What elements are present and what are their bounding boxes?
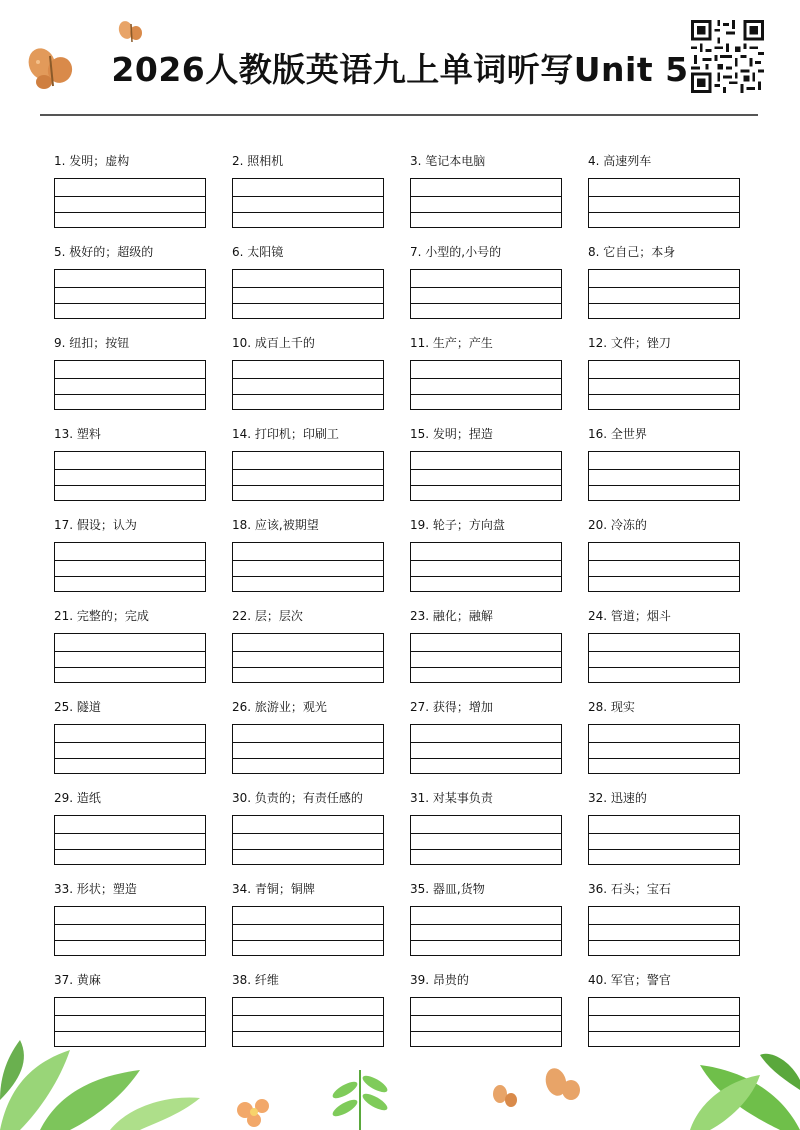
answer-box[interactable] [54, 542, 206, 592]
dictation-item [410, 336, 570, 416]
dictation-item [54, 609, 214, 689]
answer-line [55, 651, 205, 652]
dictation-item [54, 882, 214, 962]
dictation-item [588, 518, 748, 598]
item-label: 30. 负责的；有责任感的 [232, 791, 363, 805]
answer-box[interactable] [54, 906, 206, 956]
item-label: 39. 昂贵的 [410, 973, 469, 987]
dictation-item [54, 336, 214, 416]
answer-line [233, 485, 383, 486]
answer-line [233, 849, 383, 850]
item-label: 38. 纤维 [232, 973, 279, 987]
answer-box[interactable] [232, 360, 384, 410]
answer-line [233, 742, 383, 743]
answer-line [411, 758, 561, 759]
answer-line [411, 196, 561, 197]
answer-line [55, 849, 205, 850]
dictation-item [54, 427, 214, 507]
dictation-item [588, 700, 748, 780]
dictation-item [588, 336, 748, 416]
answer-line [55, 485, 205, 486]
answer-box[interactable] [54, 269, 206, 319]
dictation-item [410, 882, 570, 962]
answer-box[interactable] [54, 724, 206, 774]
dictation-item [232, 882, 392, 962]
answer-line [411, 469, 561, 470]
dictation-item [410, 609, 570, 689]
dictation-item [232, 791, 392, 871]
answer-line [411, 924, 561, 925]
item-label: 4. 高速列车 [588, 154, 652, 168]
answer-box[interactable] [410, 178, 562, 228]
answer-box[interactable] [410, 269, 562, 319]
answer-box[interactable] [54, 815, 206, 865]
answer-line [55, 469, 205, 470]
answer-line [589, 667, 739, 668]
item-label: 8. 它自己；本身 [588, 245, 676, 259]
item-label: 32. 迅速的 [588, 791, 647, 805]
item-label: 21. 完整的；完成 [54, 609, 149, 623]
answer-line [411, 742, 561, 743]
answer-box[interactable] [410, 633, 562, 683]
answer-box[interactable] [54, 178, 206, 228]
answer-line [233, 560, 383, 561]
answer-line [411, 667, 561, 668]
answer-box[interactable] [54, 451, 206, 501]
dictation-item [54, 518, 214, 598]
answer-line [411, 394, 561, 395]
answer-line [589, 560, 739, 561]
item-label: 35. 器皿,货物 [410, 882, 485, 896]
answer-line [589, 303, 739, 304]
item-label: 34. 青铜；铜牌 [232, 882, 315, 896]
answer-line [55, 212, 205, 213]
item-label: 29. 造纸 [54, 791, 101, 805]
answer-line [55, 394, 205, 395]
item-label: 22. 层；层次 [232, 609, 303, 623]
dictation-item [588, 245, 748, 325]
answer-line [55, 924, 205, 925]
answer-line [589, 196, 739, 197]
answer-line [411, 287, 561, 288]
item-label: 6. 太阳镜 [232, 245, 284, 259]
answer-line [233, 924, 383, 925]
answer-line [411, 378, 561, 379]
answer-line [589, 469, 739, 470]
answer-line [411, 576, 561, 577]
answer-box[interactable] [588, 269, 740, 319]
item-label: 15. 发明；捏造 [410, 427, 493, 441]
answer-box[interactable] [410, 451, 562, 501]
answer-line [233, 303, 383, 304]
item-label: 40. 军官；警官 [588, 973, 671, 987]
item-label: 26. 旅游业；观光 [232, 700, 327, 714]
answer-line [589, 849, 739, 850]
answer-box[interactable] [410, 542, 562, 592]
dictation-item [410, 154, 570, 234]
answer-box[interactable] [232, 451, 384, 501]
answer-line [55, 1015, 205, 1016]
item-label: 27. 获得；增加 [410, 700, 493, 714]
answer-line [233, 378, 383, 379]
dictation-item [410, 518, 570, 598]
answer-line [589, 378, 739, 379]
answer-line [589, 212, 739, 213]
answer-line [233, 469, 383, 470]
answer-line [55, 560, 205, 561]
answer-line [233, 287, 383, 288]
answer-line [411, 1015, 561, 1016]
item-label: 24. 管道；烟斗 [588, 609, 671, 623]
answer-line [55, 303, 205, 304]
item-label: 5. 极好的；超级的 [54, 245, 154, 259]
answer-line [233, 394, 383, 395]
answer-box[interactable] [588, 542, 740, 592]
item-label: 37. 黄麻 [54, 973, 101, 987]
item-label: 33. 形状；塑造 [54, 882, 137, 896]
answer-line [589, 394, 739, 395]
item-label: 3. 笔记本电脑 [410, 154, 486, 168]
answer-line [589, 758, 739, 759]
answer-box[interactable] [588, 178, 740, 228]
dictation-item [588, 791, 748, 871]
answer-box[interactable] [232, 633, 384, 683]
answer-line [55, 667, 205, 668]
answer-line [589, 1015, 739, 1016]
dictation-item [54, 791, 214, 871]
answer-box[interactable] [588, 815, 740, 865]
answer-line [55, 378, 205, 379]
dictation-item [232, 700, 392, 780]
answer-line [233, 1015, 383, 1016]
answer-box[interactable] [588, 451, 740, 501]
answer-box[interactable] [588, 360, 740, 410]
foliage-decoration [0, 1020, 800, 1130]
answer-box[interactable] [54, 360, 206, 410]
answer-line [55, 576, 205, 577]
answer-line [233, 940, 383, 941]
dictation-item [232, 336, 392, 416]
item-label: 16. 全世界 [588, 427, 647, 441]
item-label: 31. 对某事负责 [410, 791, 493, 805]
item-label: 18. 应该,被期望 [232, 518, 319, 532]
answer-line [233, 833, 383, 834]
answer-line [589, 576, 739, 577]
answer-line [233, 651, 383, 652]
answer-line [411, 485, 561, 486]
dictation-item [54, 245, 214, 325]
answer-line [411, 849, 561, 850]
answer-line [411, 651, 561, 652]
answer-box[interactable] [232, 178, 384, 228]
answer-line [589, 833, 739, 834]
answer-line [589, 742, 739, 743]
answer-box[interactable] [588, 906, 740, 956]
dictation-item [410, 427, 570, 507]
answer-line [589, 924, 739, 925]
answer-box[interactable] [588, 724, 740, 774]
item-label: 25. 隧道 [54, 700, 101, 714]
answer-box[interactable] [410, 360, 562, 410]
answer-line [589, 651, 739, 652]
answer-box[interactable] [232, 542, 384, 592]
answer-box[interactable] [410, 724, 562, 774]
dictation-item [588, 882, 748, 962]
answer-box[interactable] [410, 815, 562, 865]
dictation-item [232, 518, 392, 598]
item-label: 14. 打印机；印刷工 [232, 427, 339, 441]
answer-line [55, 758, 205, 759]
answer-box[interactable] [232, 724, 384, 774]
dictation-item [232, 609, 392, 689]
item-label: 19. 轮子；方向盘 [410, 518, 505, 532]
answer-line [589, 485, 739, 486]
dictation-item [410, 245, 570, 325]
answer-box[interactable] [232, 815, 384, 865]
page-title: 2026人教版英语九上单词听写Unit 5 [111, 50, 689, 89]
answer-line [411, 212, 561, 213]
dictation-item [410, 791, 570, 871]
answer-box[interactable] [410, 906, 562, 956]
item-label: 11. 生产；产生 [410, 336, 493, 350]
answer-line [55, 742, 205, 743]
answer-line [55, 940, 205, 941]
answer-line [411, 303, 561, 304]
answer-line [55, 196, 205, 197]
item-label: 17. 假设；认为 [54, 518, 137, 532]
dictation-item [54, 154, 214, 234]
answer-box[interactable] [54, 633, 206, 683]
item-label: 28. 现实 [588, 700, 635, 714]
dictation-item [588, 154, 748, 234]
answer-box[interactable] [588, 633, 740, 683]
answer-box[interactable] [232, 269, 384, 319]
item-label: 1. 发明；虚构 [54, 154, 130, 168]
item-label: 23. 融化；融解 [410, 609, 493, 623]
answer-line [55, 287, 205, 288]
dictation-item [588, 609, 748, 689]
dictation-item [232, 427, 392, 507]
answer-line [411, 560, 561, 561]
answer-line [411, 833, 561, 834]
dictation-item [232, 154, 392, 234]
item-label: 7. 小型的,小号的 [410, 245, 502, 259]
answer-box[interactable] [232, 906, 384, 956]
answer-line [233, 576, 383, 577]
item-label: 2. 照相机 [232, 154, 284, 168]
item-label: 13. 塑料 [54, 427, 101, 441]
dictation-item [410, 700, 570, 780]
answer-line [411, 940, 561, 941]
answer-line [233, 758, 383, 759]
answer-line [55, 833, 205, 834]
item-label: 36. 石头；宝石 [588, 882, 671, 896]
dictation-item [232, 245, 392, 325]
dictation-item [54, 700, 214, 780]
item-label: 12. 文件；锉刀 [588, 336, 671, 350]
answer-line [233, 196, 383, 197]
answer-line [589, 287, 739, 288]
item-label: 9. 纽扣；按钮 [54, 336, 130, 350]
answer-line [233, 212, 383, 213]
item-label: 10. 成百上千的 [232, 336, 315, 350]
dictation-item [588, 427, 748, 507]
item-label: 20. 冷冻的 [588, 518, 647, 532]
answer-line [589, 940, 739, 941]
answer-line [233, 667, 383, 668]
